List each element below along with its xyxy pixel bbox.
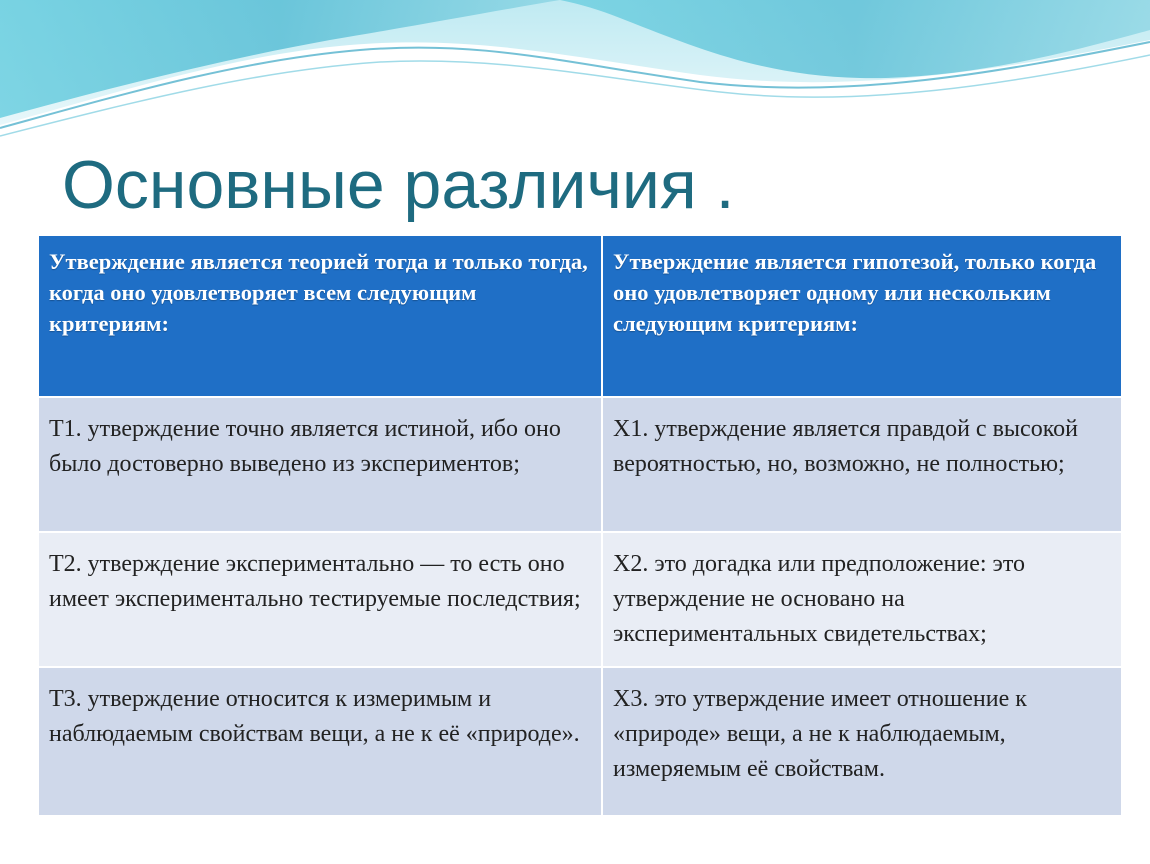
table-row: [38, 532, 1122, 667]
table-row: [38, 397, 1122, 532]
hypothesis-criterion-x3: Х3. это утверждение имеет отношение к «природе» вещи, а не к наблюдаемым, измеряемым её свойствам.: [602, 667, 1122, 816]
theory-criterion-t2: Т2. утверждение экспериментально — то есть оно имеет экспериментально тестируемые последствия;: [38, 532, 602, 667]
theory-criterion-t1: Т1. утверждение точно является истиной, ибо оно было достоверно выведено из экспериментов;: [38, 397, 602, 532]
comparison-table: [37, 234, 1123, 817]
hypothesis-criterion-x2: Х2. это догадка или предположение: это утверждение не основано на экспериментальных свидетельствах;: [602, 532, 1122, 667]
theory-header: Утверждение является теорией тогда и только тогда, когда оно удовлетворяет всем следующим критериям:: [38, 235, 602, 397]
table-header-row: [38, 235, 1122, 397]
theory-criterion-t3: Т3. утверждение относится к измеримым и наблюдаемым свойствам вещи, а не к её «природе».: [38, 667, 602, 816]
slide-title: Основные различия .: [62, 147, 735, 223]
hypothesis-header: Утверждение является гипотезой, только когда оно удовлетворяет одному или нескольким следующим критериям:: [602, 235, 1122, 397]
table-row: [38, 667, 1122, 816]
hypothesis-criterion-x1: Х1. утверждение является правдой с высокой вероятностью, но, возможно, не полностью;: [602, 397, 1122, 532]
decorative-wave: [0, 0, 1150, 140]
